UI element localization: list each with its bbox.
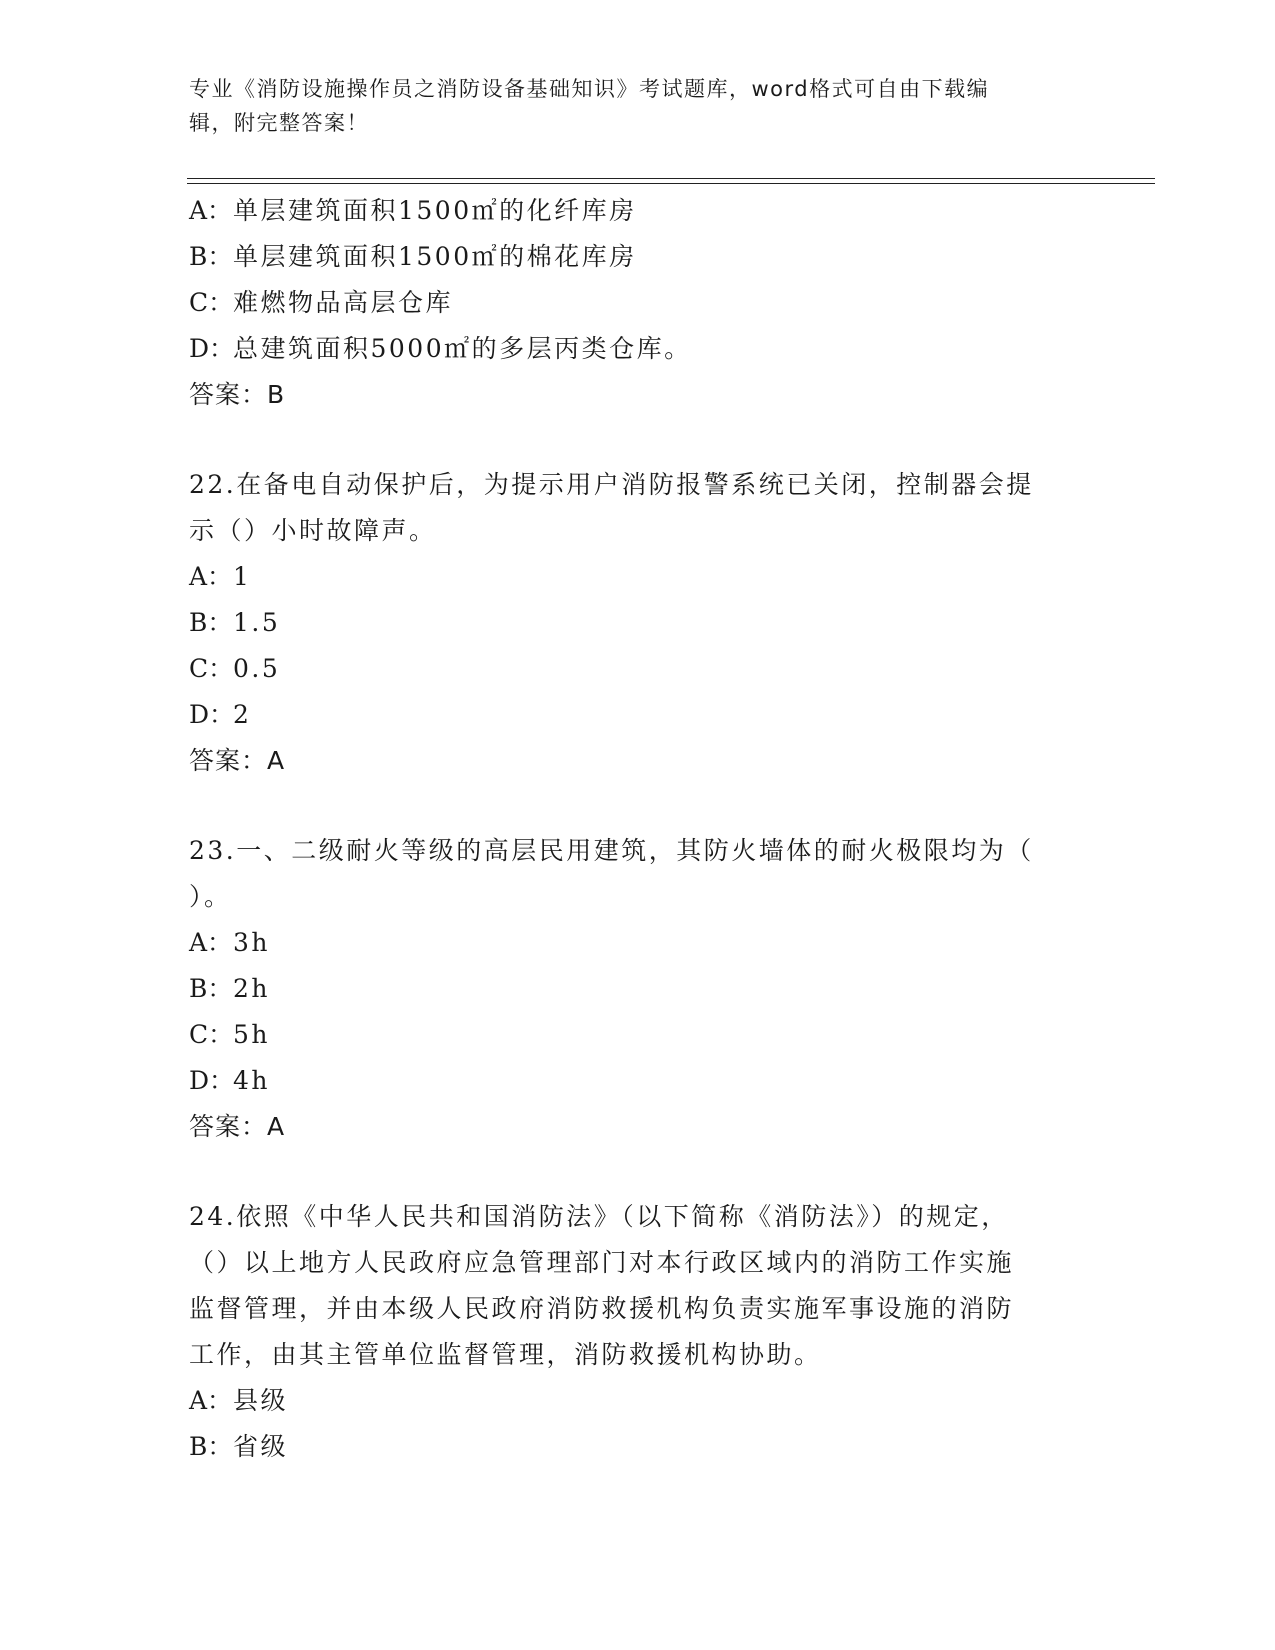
option-text: 1 bbox=[233, 562, 252, 591]
option-letter: C： bbox=[189, 654, 234, 683]
option-text: 5h bbox=[233, 1020, 271, 1049]
question-text-line: 24.依照《中华人民共和国消防法》（以下简称《消防法》）的规定， bbox=[189, 1202, 1009, 1231]
option-b bbox=[189, 234, 1089, 280]
question-text-line: 示（）小时故障声。 bbox=[189, 516, 437, 545]
question-content bbox=[189, 188, 1089, 1470]
question-text-line: 23.一、二级耐火等级的高层民用建筑，其防火墙体的耐火极限均为（ bbox=[189, 836, 1034, 865]
option-letter: C： bbox=[189, 1020, 234, 1049]
option-text: 1.5 bbox=[233, 608, 281, 637]
option-d bbox=[189, 692, 1089, 738]
option-a bbox=[189, 188, 1089, 234]
option-letter: B： bbox=[189, 1432, 233, 1461]
answer-line: 答案：B bbox=[189, 380, 286, 409]
question-text-line: 工作，由其主管单位监督管理，消防救援机构协助。 bbox=[189, 1340, 822, 1369]
option-letter: B： bbox=[189, 974, 233, 1003]
option-text: 单层建筑面积1500㎡的棉花库房 bbox=[233, 242, 637, 271]
option-d bbox=[189, 1058, 1089, 1104]
question-text-line: ）。 bbox=[189, 882, 232, 911]
answer-line: 答案：A bbox=[189, 746, 286, 775]
question-24 bbox=[189, 1194, 1089, 1470]
header-divider-bottom bbox=[187, 183, 1155, 184]
option-text: 总建筑面积5000㎡的多层丙类仓库。 bbox=[233, 334, 692, 363]
option-b bbox=[189, 966, 1089, 1012]
option-c bbox=[189, 280, 1089, 326]
option-text: 省级 bbox=[233, 1432, 289, 1461]
header-line-2: 辑，附完整答案！ bbox=[189, 111, 369, 135]
question-text-line: （）以上地方人民政府应急管理部门对本行政区域内的消防工作实施 bbox=[189, 1248, 1015, 1277]
option-b bbox=[189, 600, 1089, 646]
option-text: 2h bbox=[233, 974, 271, 1003]
option-a bbox=[189, 1378, 1089, 1424]
option-letter: B： bbox=[189, 242, 233, 271]
question-22 bbox=[189, 462, 1089, 784]
document-header bbox=[189, 72, 1089, 140]
option-c bbox=[189, 646, 1089, 692]
option-text: 0.5 bbox=[233, 654, 281, 683]
option-letter: A： bbox=[189, 1386, 233, 1415]
option-a bbox=[189, 920, 1089, 966]
option-letter: C： bbox=[189, 288, 234, 317]
option-text: 3h bbox=[233, 928, 271, 957]
option-letter: B： bbox=[189, 608, 233, 637]
option-a bbox=[189, 554, 1089, 600]
header-divider-top bbox=[187, 178, 1155, 179]
option-text: 2 bbox=[233, 700, 252, 729]
option-letter: A： bbox=[189, 562, 233, 591]
option-letter: D： bbox=[189, 700, 235, 729]
option-letter: A： bbox=[189, 928, 233, 957]
option-letter: D： bbox=[189, 334, 235, 363]
question-text-line: 监督管理，并由本级人民政府消防救援机构负责实施军事设施的消防 bbox=[189, 1294, 1015, 1323]
option-text: 4h bbox=[233, 1066, 271, 1095]
header-line-1: 专业《消防设施操作员之消防设备基础知识》考试题库，word格式可自由下载编 bbox=[189, 77, 990, 101]
question-text-line: 22.在备电自动保护后，为提示用户消防报警系统已关闭，控制器会提 bbox=[189, 470, 1034, 499]
option-letter: A： bbox=[189, 196, 233, 225]
option-text: 难燃物品高层仓库 bbox=[233, 288, 454, 317]
option-letter: D： bbox=[189, 1066, 235, 1095]
option-text: 单层建筑面积1500㎡的化纤库房 bbox=[233, 196, 637, 225]
option-text: 县级 bbox=[233, 1386, 289, 1415]
option-d bbox=[189, 326, 1089, 372]
answer-line: 答案：A bbox=[189, 1112, 286, 1141]
option-c bbox=[189, 1012, 1089, 1058]
question-21-block bbox=[189, 188, 1089, 418]
option-b bbox=[189, 1424, 1089, 1470]
question-23 bbox=[189, 828, 1089, 1150]
